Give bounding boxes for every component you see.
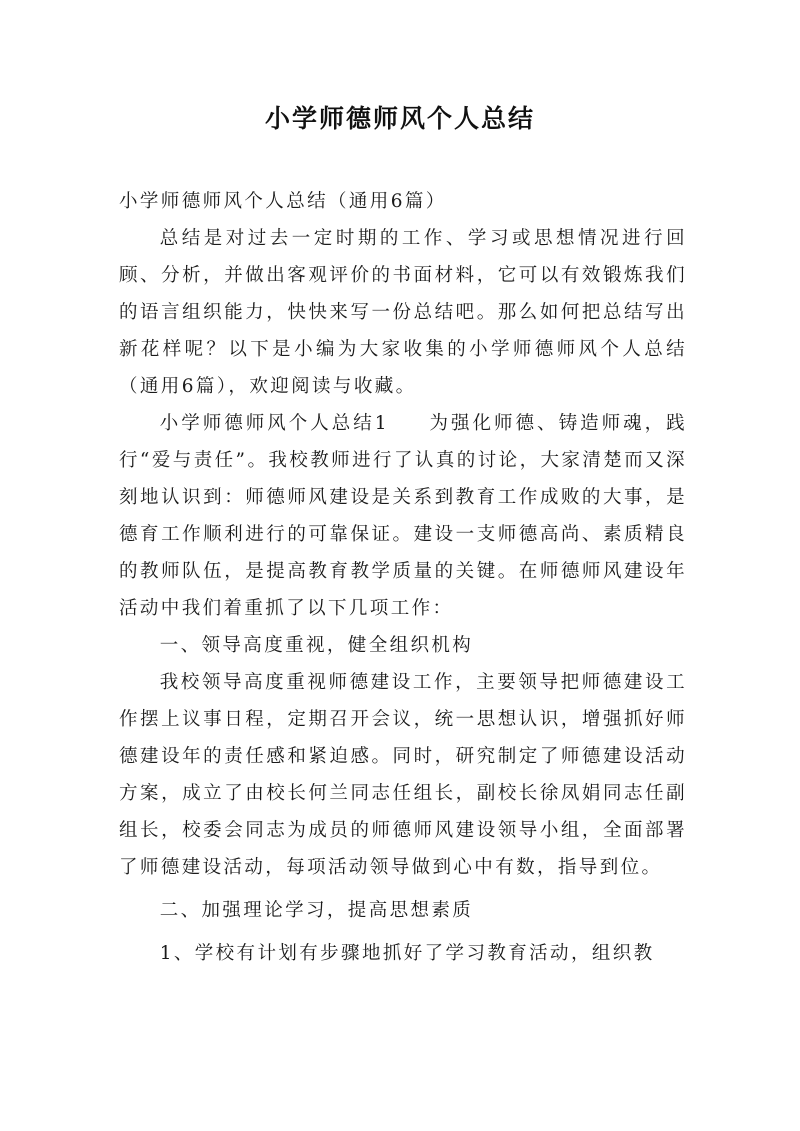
document-subtitle: 小学师德师风个人总结（通用6篇） bbox=[119, 191, 447, 212]
heading-1: 一、领导高度重视，健全组织机构 bbox=[159, 635, 474, 656]
document-title: 小学师德师风个人总结 bbox=[264, 104, 535, 133]
section-1-label: 小学师德师风个人总结1 bbox=[159, 413, 389, 434]
paragraph-2: 1、学校有计划有步骤地抓好了学习教育活动，组织教 bbox=[159, 943, 655, 964]
document-body bbox=[119, 183, 687, 972]
section-1-paragraph bbox=[119, 405, 687, 627]
heading-2: 二、加强理论学习，提高思想素质 bbox=[159, 900, 474, 921]
intro-paragraph: 总结是对过去一定时期的工作、学习或思想情况进行回顾、分析，并做出客观评价的书面材料，它可以有效锻炼我们的语言组织能力，快快来写一份总结吧。那么如何把总结写出新花样呢？以下是小编为大家收集的小学师德师风个人总结（通用6篇），欢迎阅读与收藏。 bbox=[119, 228, 687, 397]
paragraph-1: 我校领导高度重视师德建设工作，主要领导把师德建设工作摆上议事日程，定期召开会议，统一思想认识，增强抓好师德建设年的责任感和紧迫感。同时，研究制定了师德建设活动方案，成立了由校长何兰同志任组长，副校长徐凤娟同志任副组长，校委会同志为成员的师德师风建设领导小组，全面部署了师德建设活动，每项活动领导做到心中有数，指导到位。 bbox=[119, 672, 687, 878]
section-1-text: 为强化师德、铸造师魂，践行“爱与责任”。我校教师进行了认真的讨论，大家清楚而又深刻地认识到：师德师风建设是关系到教育工作成败的大事，是德育工作顺利进行的可靠保证。建设一支师德高尚、素质精良的教师队伍，是提高教育教学质量的关键。在师德师风建设年活动中我们着重抓了以下几项工作： bbox=[119, 413, 687, 619]
